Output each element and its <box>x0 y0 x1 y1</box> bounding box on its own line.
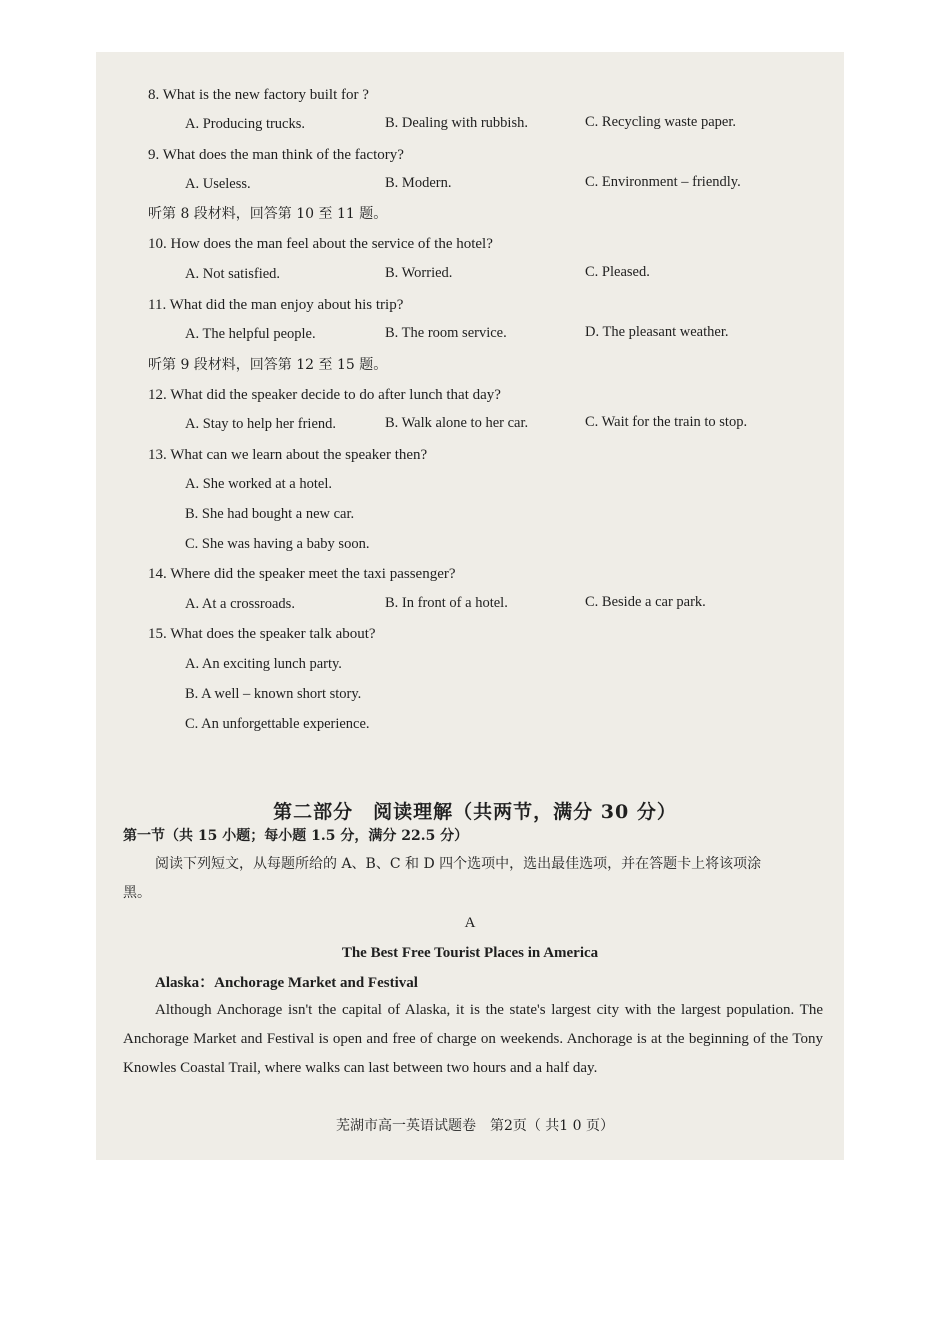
section-1-instruction-line-1: 阅读下列短文，从每题所给的 A、B、C 和 D 四个选项中，选出最佳选项，并在答题卡上将该项涂 <box>155 856 762 872</box>
q11-option-b: B. The room service. <box>385 325 507 341</box>
q14-option-a: A. At a crossroads. <box>185 596 295 612</box>
passage-subtitle: Alaska：Anchorage Market and Festival <box>155 975 418 991</box>
page-footer: 芜湖市高一英语试题卷 第2页（ 共1 0 页） <box>335 1118 615 1134</box>
question-10: 10. How does the man feel about the service of the hotel? <box>148 236 493 252</box>
q10-option-b: B. Worried. <box>385 265 453 281</box>
passage-letter: A <box>464 915 476 931</box>
q12-option-b: B. Walk alone to her car. <box>385 415 529 431</box>
instruction-part-9: 听第 9 段材料，回答第 12 至 15 题。 <box>148 357 388 373</box>
q14-option-b: B. In front of a hotel. <box>385 595 508 611</box>
q8-option-b: B. Dealing with rubbish. <box>385 115 528 131</box>
q11-option-c: D. The pleasant weather. <box>585 324 729 340</box>
question-8: 8. What is the new factory built for ? <box>148 87 369 103</box>
instruction-part-8: 听第 8 段材料，回答第 10 至 11 题。 <box>148 206 388 222</box>
passage-title: The Best Free Tourist Places in America <box>341 945 599 961</box>
question-15: 15. What does the speaker talk about? <box>148 626 376 642</box>
q15-option-b: B. A well – known short story. <box>185 686 362 702</box>
question-9: 9. What does the man think of the factory? <box>148 147 404 163</box>
passage-body: Although Anchorage isn't the capital of Alaska, it is the state's largest city with the largest population. The Anchorage Market and Festival is open and free of charge on weekends. Anchorage is at the beginning of the Tony Knowles Coastal Trail, where walks can last between two hours and a half day. <box>123 1002 823 1076</box>
q12-option-c: C. Wait for the train to stop. <box>585 414 748 430</box>
q8-option-c: C. Recycling waste paper. <box>585 114 736 130</box>
q13-option-b: B. She had bought a new car. <box>185 506 355 522</box>
section-1-title: 第一节（共 15 小题；每小题 1.5 分，满分 22.5 分） <box>123 828 469 844</box>
part-2-title: 第二部分 阅读理解（共两节，满分 30 分） <box>273 801 677 823</box>
q10-option-a: A. Not satisfied. <box>185 266 281 282</box>
q9-option-c: C. Environment – friendly. <box>585 174 741 190</box>
q14-option-c: C. Beside a car park. <box>585 594 706 610</box>
q8-option-a: A. Producing trucks. <box>185 116 306 132</box>
q11-option-a: A. The helpful people. <box>185 326 316 342</box>
q13-option-c: C. She was having a baby soon. <box>185 536 370 552</box>
q13-option-a: A. She worked at a hotel. <box>185 476 332 492</box>
q9-option-b: B. Modern. <box>385 175 452 191</box>
q15-option-c: C. An unforgettable experience. <box>185 716 370 732</box>
question-11: 11. What did the man enjoy about his trip? <box>148 297 404 313</box>
q15-option-a: A. An exciting lunch party. <box>185 656 342 672</box>
question-12: 12. What did the speaker decide to do after lunch that day? <box>148 387 501 403</box>
q12-option-a: A. Stay to help her friend. <box>185 416 337 432</box>
q9-option-a: A. Useless. <box>185 176 251 192</box>
question-14: 14. Where did the speaker meet the taxi passenger? <box>148 566 456 582</box>
q10-option-c: C. Pleased. <box>585 264 650 280</box>
section-1-instruction-line-2: 黑。 <box>123 885 151 901</box>
question-13: 13. What can we learn about the speaker then? <box>148 447 428 463</box>
